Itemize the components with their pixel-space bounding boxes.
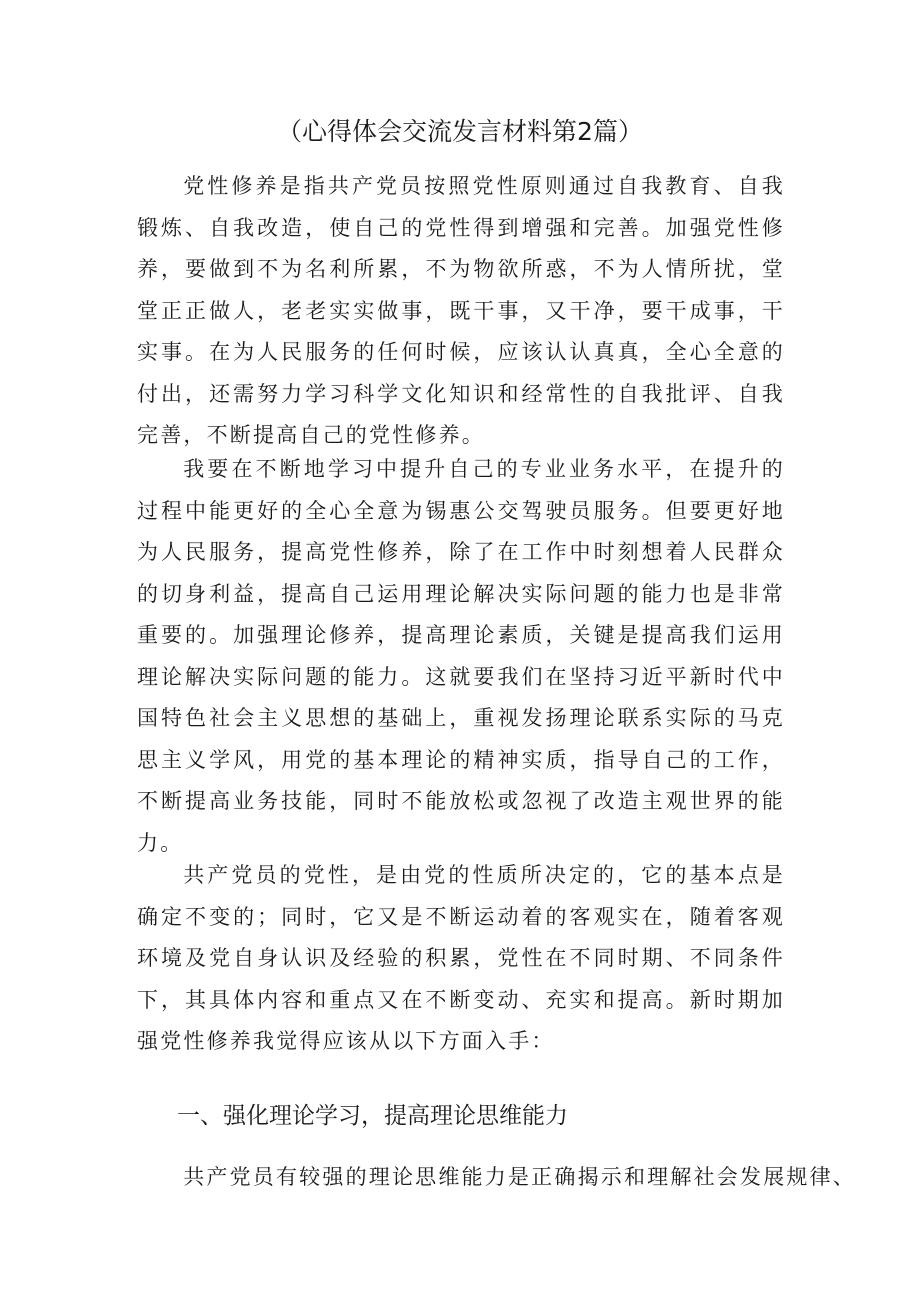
paragraph-2: 我要在不断地学习中提升自己的专业业务水平，在提升的过程中能更好的全心全意为锡惠公交驾驶员服务。但要更好地为人民服务，提高党性修养，除了在工作中时刻想着人民群众的切身利益，提高自己运用理论解决实际问题的能力也是非常重要的。加强理论修养，提高理论素质，关键是提高我们运用理论解决实际问题的能力。这就要我们在坚持习近平新时代中国特色社会主义思想的基础上，重视发扬理论联系实际的马克思主义学风，用党的基本理论的精神实质，指导自己的工作，不断提高业务技能，同时不能放松或忽视了改造主观世界的能力。 [137, 457, 785, 855]
paragraph-3: 共产党员的党性，是由党的性质所决定的，它的基本点是确定不变的；同时，它又是不断运动着的客观实在，随着客观环境及党自身认识及经验的积累，党性在不同时期、不同条件下，其具体内容和重点又在不断变动、充实和提高。新时期加强党性修养我觉得应该从以下方面入手： [137, 863, 785, 1053]
paragraph-4: 共产党员有较强的理论思维能力是正确揭示和理解社会发展规律、 [183, 1165, 856, 1189]
paragraph-1: 党性修养是指共产党员按照党性原则通过自我教育、自我锻炼、自我改造，使自己的党性得到增强和完善。加强党性修养，要做到不为名利所累，不为物欲所惑，不为人情所扰，堂堂正正做人，老老实实做事，既干事，又干净，要干成事，干实事。在为人民服务的任何时候，应该认认真真，全心全意的付出，还需努力学习科学文化知识和经常性的自我批评、自我完善，不断提高自己的党性修养。 [137, 174, 785, 447]
section-heading: 一、强化理论学习，提高理论思维能力 [177, 1103, 568, 1129]
document-title: （心得体会交流发言材料第2篇） [277, 117, 643, 146]
